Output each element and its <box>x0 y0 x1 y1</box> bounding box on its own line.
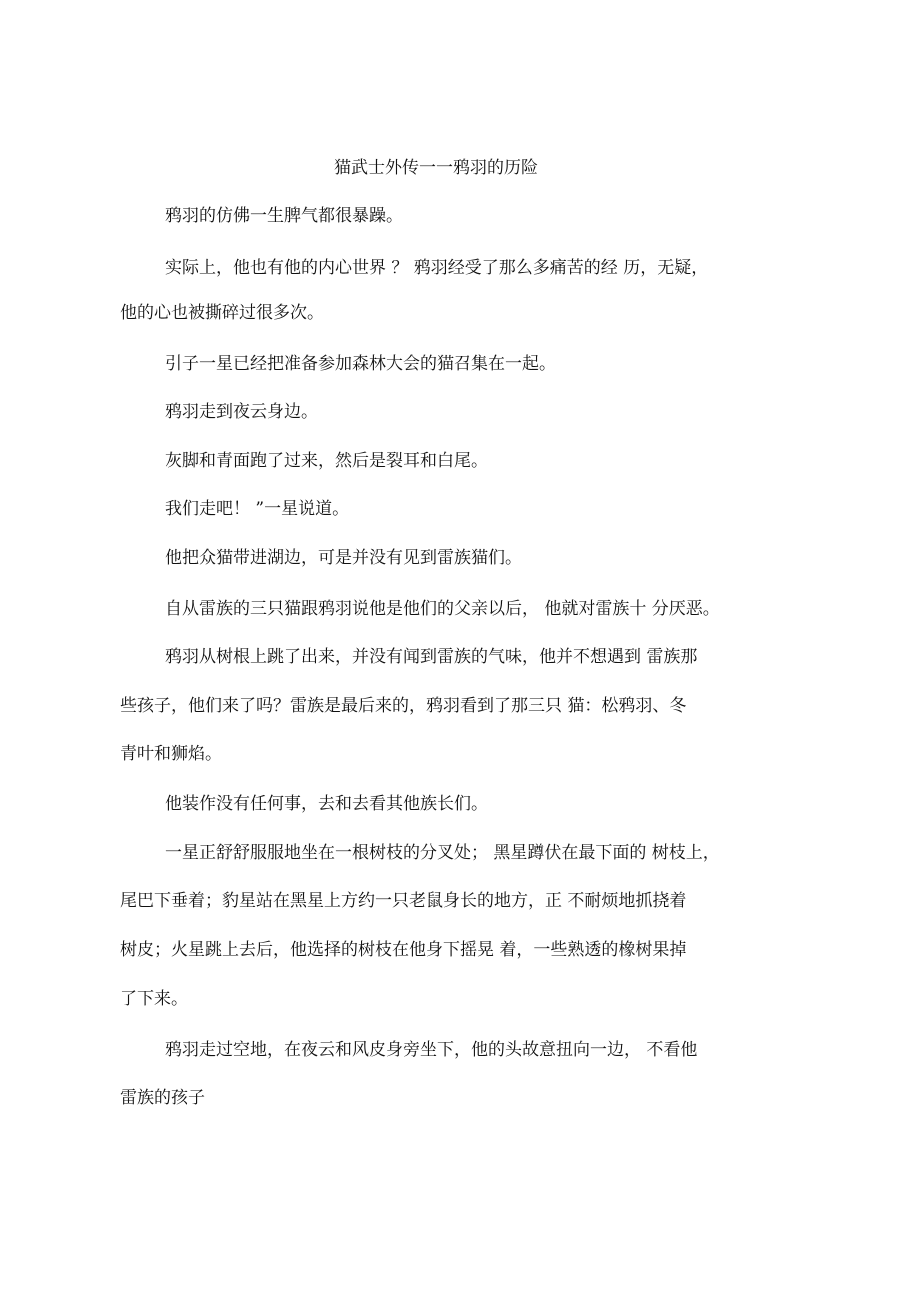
paragraph-line: 鸦羽的仿佛一生脾气都很暴躁。 <box>165 206 403 226</box>
paragraph-line: 实际上，他也有他的内心世界 ？ 鸦羽经受了那么多痛苦的经 历，无疑， <box>165 258 709 278</box>
paragraph-line: 鸦羽从树根上跳了出来，并没有闻到雷族的气味，他并不想遇到 雷族那 <box>165 647 698 667</box>
paragraph-line: 他装作没有任何事，去和去看其他族长们。 <box>165 794 488 814</box>
paragraph-line: 了下来。 <box>120 989 188 1009</box>
paragraph-line: 青叶和狮焰。 <box>120 744 222 764</box>
document-title: 猫武士外传一一鸦羽的历险 <box>334 158 538 178</box>
paragraph-line: 他把众猫带进湖边，可是并没有见到雷族猫们。 <box>165 548 522 568</box>
paragraph-line: 自从雷族的三只猫跟鸦羽说他是他们的父亲以后， 他就对雷族十 分厌恶。 <box>165 599 720 619</box>
paragraph-line: 引子一星已经把准备参加森林大会的猫召集在一起。 <box>165 354 556 374</box>
paragraph-line: 鸦羽走过空地，在夜云和风皮身旁坐下，他的头故意扭向一边， 不看他 <box>165 1040 698 1060</box>
paragraph-line: 他的心也被撕碎过很多次。 <box>120 303 324 323</box>
paragraph-line: 我们走吧！ ”一星说道。 <box>165 499 350 519</box>
paragraph-line: 雷族的孩子 <box>120 1088 205 1108</box>
paragraph-line: 鸦羽走到夜云身边。 <box>165 402 318 422</box>
paragraph-line: 尾巴下垂着；豹星站在黑星上方约一只老鼠身长的地方，正 不耐烦地抓挠着 <box>120 891 687 911</box>
paragraph-line: 灰脚和青面跑了过来，然后是裂耳和白尾。 <box>165 451 488 471</box>
paragraph-line: 些孩子，他们来了吗？雷族是最后来的，鸦羽看到了那三只 猫：松鸦羽、冬 <box>120 696 687 716</box>
paragraph-line: 一星正舒舒服服地坐在一根树枝的分叉处； 黑星蹲伏在最下面的 树枝上， <box>165 843 720 863</box>
paragraph-line: 树皮；火星跳上去后，他选择的树枝在他身下摇晃 着，一些熟透的橡树果掉 <box>120 940 687 960</box>
